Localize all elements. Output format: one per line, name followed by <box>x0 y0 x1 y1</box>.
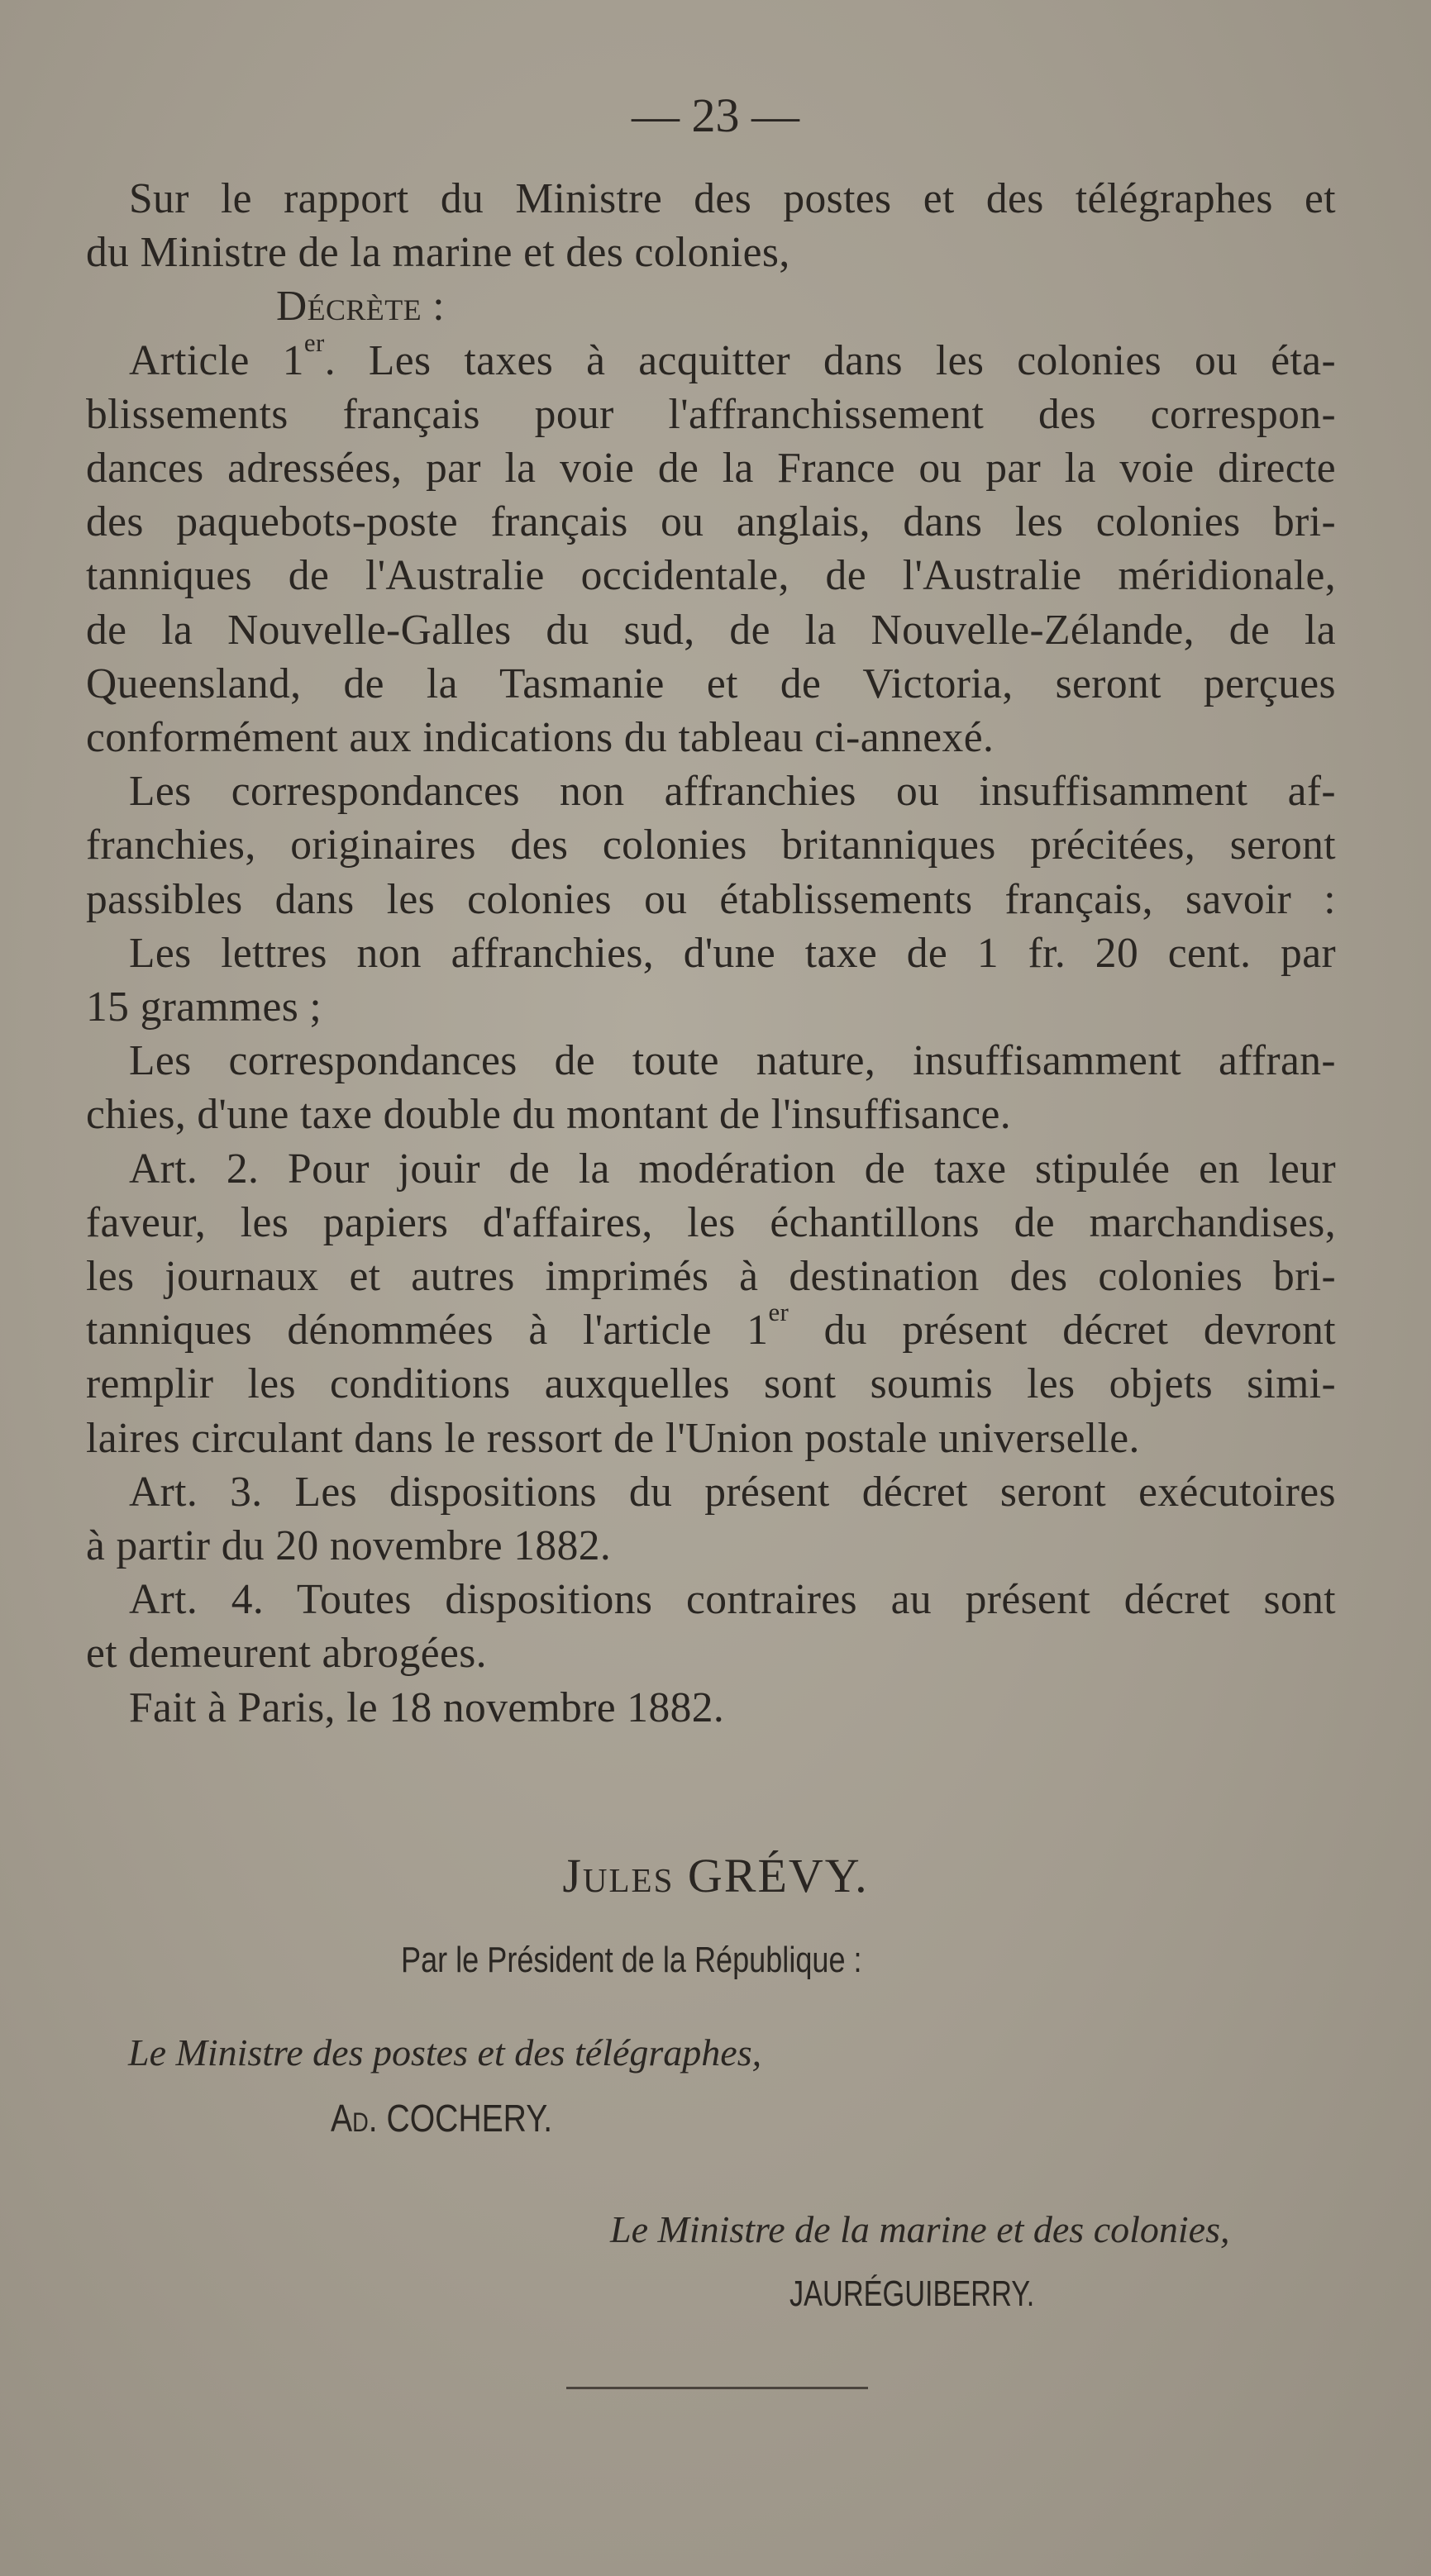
decree-heading-text: Décrète : <box>276 283 445 331</box>
all-correspondence-paragraph <box>86 1034 1336 1141</box>
text-line: remplir les conditions auxquelles sont soumis les objets simi- <box>86 1360 1336 1408</box>
done-at-paragraph <box>86 1681 1336 1735</box>
text-line: franchies, originaires des colonies britanniques précitées, seront <box>86 821 1336 869</box>
minister-navy-name: JAURÉGUIBERRY. <box>789 2274 1035 2314</box>
text-line: Art. 3. Les dispositions du présent décret seront exécutoires <box>129 1468 1336 1516</box>
superscript: er <box>303 327 325 357</box>
article-1-first-line: . Les taxes à acquitter dans les colonies ou éta- <box>324 336 1336 384</box>
superscript: er <box>768 1298 789 1327</box>
text-line: tanniques de l'Australie occidentale, de l'Australie méridionale, <box>86 552 1336 600</box>
minister-posts-surname: COCHERY. <box>386 2097 553 2140</box>
text-line: Les lettres non affranchies, d'une taxe de 1 fr. 20 cent. par <box>129 929 1336 977</box>
text-line: blissements français pour l'affranchissement des correspon- <box>86 390 1336 438</box>
done-at: Fait à Paris, le 18 novembre 1882. <box>129 1683 725 1731</box>
signature-last-name: GRÉVY. <box>687 1849 869 1902</box>
text-line: et demeurent abrogées. <box>86 1630 487 1678</box>
president-signature <box>0 1847 1431 1905</box>
text-line: de la Nouvelle-Galles du sud, de la Nouvelle-Zélande, de la <box>86 606 1336 654</box>
text-line: Les correspondances de toute nature, insuffisamment affran- <box>129 1037 1336 1085</box>
intro-paragraph <box>86 172 1336 279</box>
decree-heading <box>86 279 1336 333</box>
article-1 <box>86 327 1336 765</box>
minister-navy-title: Le Ministre de la marine et des colonies, <box>610 2208 1230 2250</box>
text-line: faveur, les papiers d'affaires, les échantillons de marchandises, <box>86 1198 1336 1246</box>
text-line: passibles dans les colonies ou établissements français, savoir : <box>86 875 1336 923</box>
minister-posts-title: Le Ministre des postes et des télégraphes, <box>128 2031 762 2074</box>
text-line <box>86 327 1336 388</box>
article-3 <box>86 1465 1336 1573</box>
text-line: à partir du 20 novembre 1882. <box>86 1522 612 1570</box>
page-number: — 23 — <box>632 88 799 142</box>
text-line: laires circulant dans le ressort de l'Union postale universelle. <box>86 1414 1140 1462</box>
text-line: Les correspondances non affranchies ou insuffisamment af- <box>129 768 1336 816</box>
text-line: les journaux et autres imprimés à destination des colonies bri- <box>86 1253 1336 1301</box>
text-line: Sur le rapport du Ministre des postes et des télégraphes et <box>129 175 1336 222</box>
decree-body <box>86 172 1336 1735</box>
text-line: Art. 2. Pour jouir de la modération de taxe stipulée en leur <box>129 1145 1336 1193</box>
text-line: 15 grammes ; <box>86 983 322 1031</box>
text-line: Queensland, de la Tasmanie et de Victoria, seront perçues <box>86 659 1336 707</box>
closing-rule <box>566 2387 868 2389</box>
article-1-label: Article 1 <box>129 336 304 384</box>
signature-first-name: Jules <box>562 1849 675 1902</box>
minister-posts-name <box>331 2095 552 2141</box>
article-2-line-end: du présent décret devront <box>789 1307 1336 1355</box>
by-president-line: Par le Président de la République : <box>401 1940 862 1980</box>
text-line: conformément aux indications du tableau ci-annexé. <box>86 714 995 762</box>
minister-posts-initial: Ad. <box>331 2097 378 2140</box>
article-4 <box>86 1573 1336 1680</box>
unpaid-paragraph <box>86 764 1336 926</box>
text-line <box>86 1298 1336 1357</box>
text-line: du Ministre de la marine et des colonies, <box>86 229 790 277</box>
article-2 <box>86 1142 1336 1465</box>
letters-paragraph <box>86 926 1336 1034</box>
article-2-line-start: tanniques dénommées à l'article 1 <box>86 1307 769 1355</box>
text-line: des paquebots-poste français ou anglais, dans les colonies bri- <box>86 498 1336 546</box>
text-line: chies, d'une taxe double du montant de l'insuffisance. <box>86 1091 1011 1139</box>
text-line: dances adressées, par la voie de la France ou par la voie directe <box>86 445 1336 493</box>
text-line: Art. 4. Toutes dispositions contraires au présent décret sont <box>129 1576 1336 1624</box>
